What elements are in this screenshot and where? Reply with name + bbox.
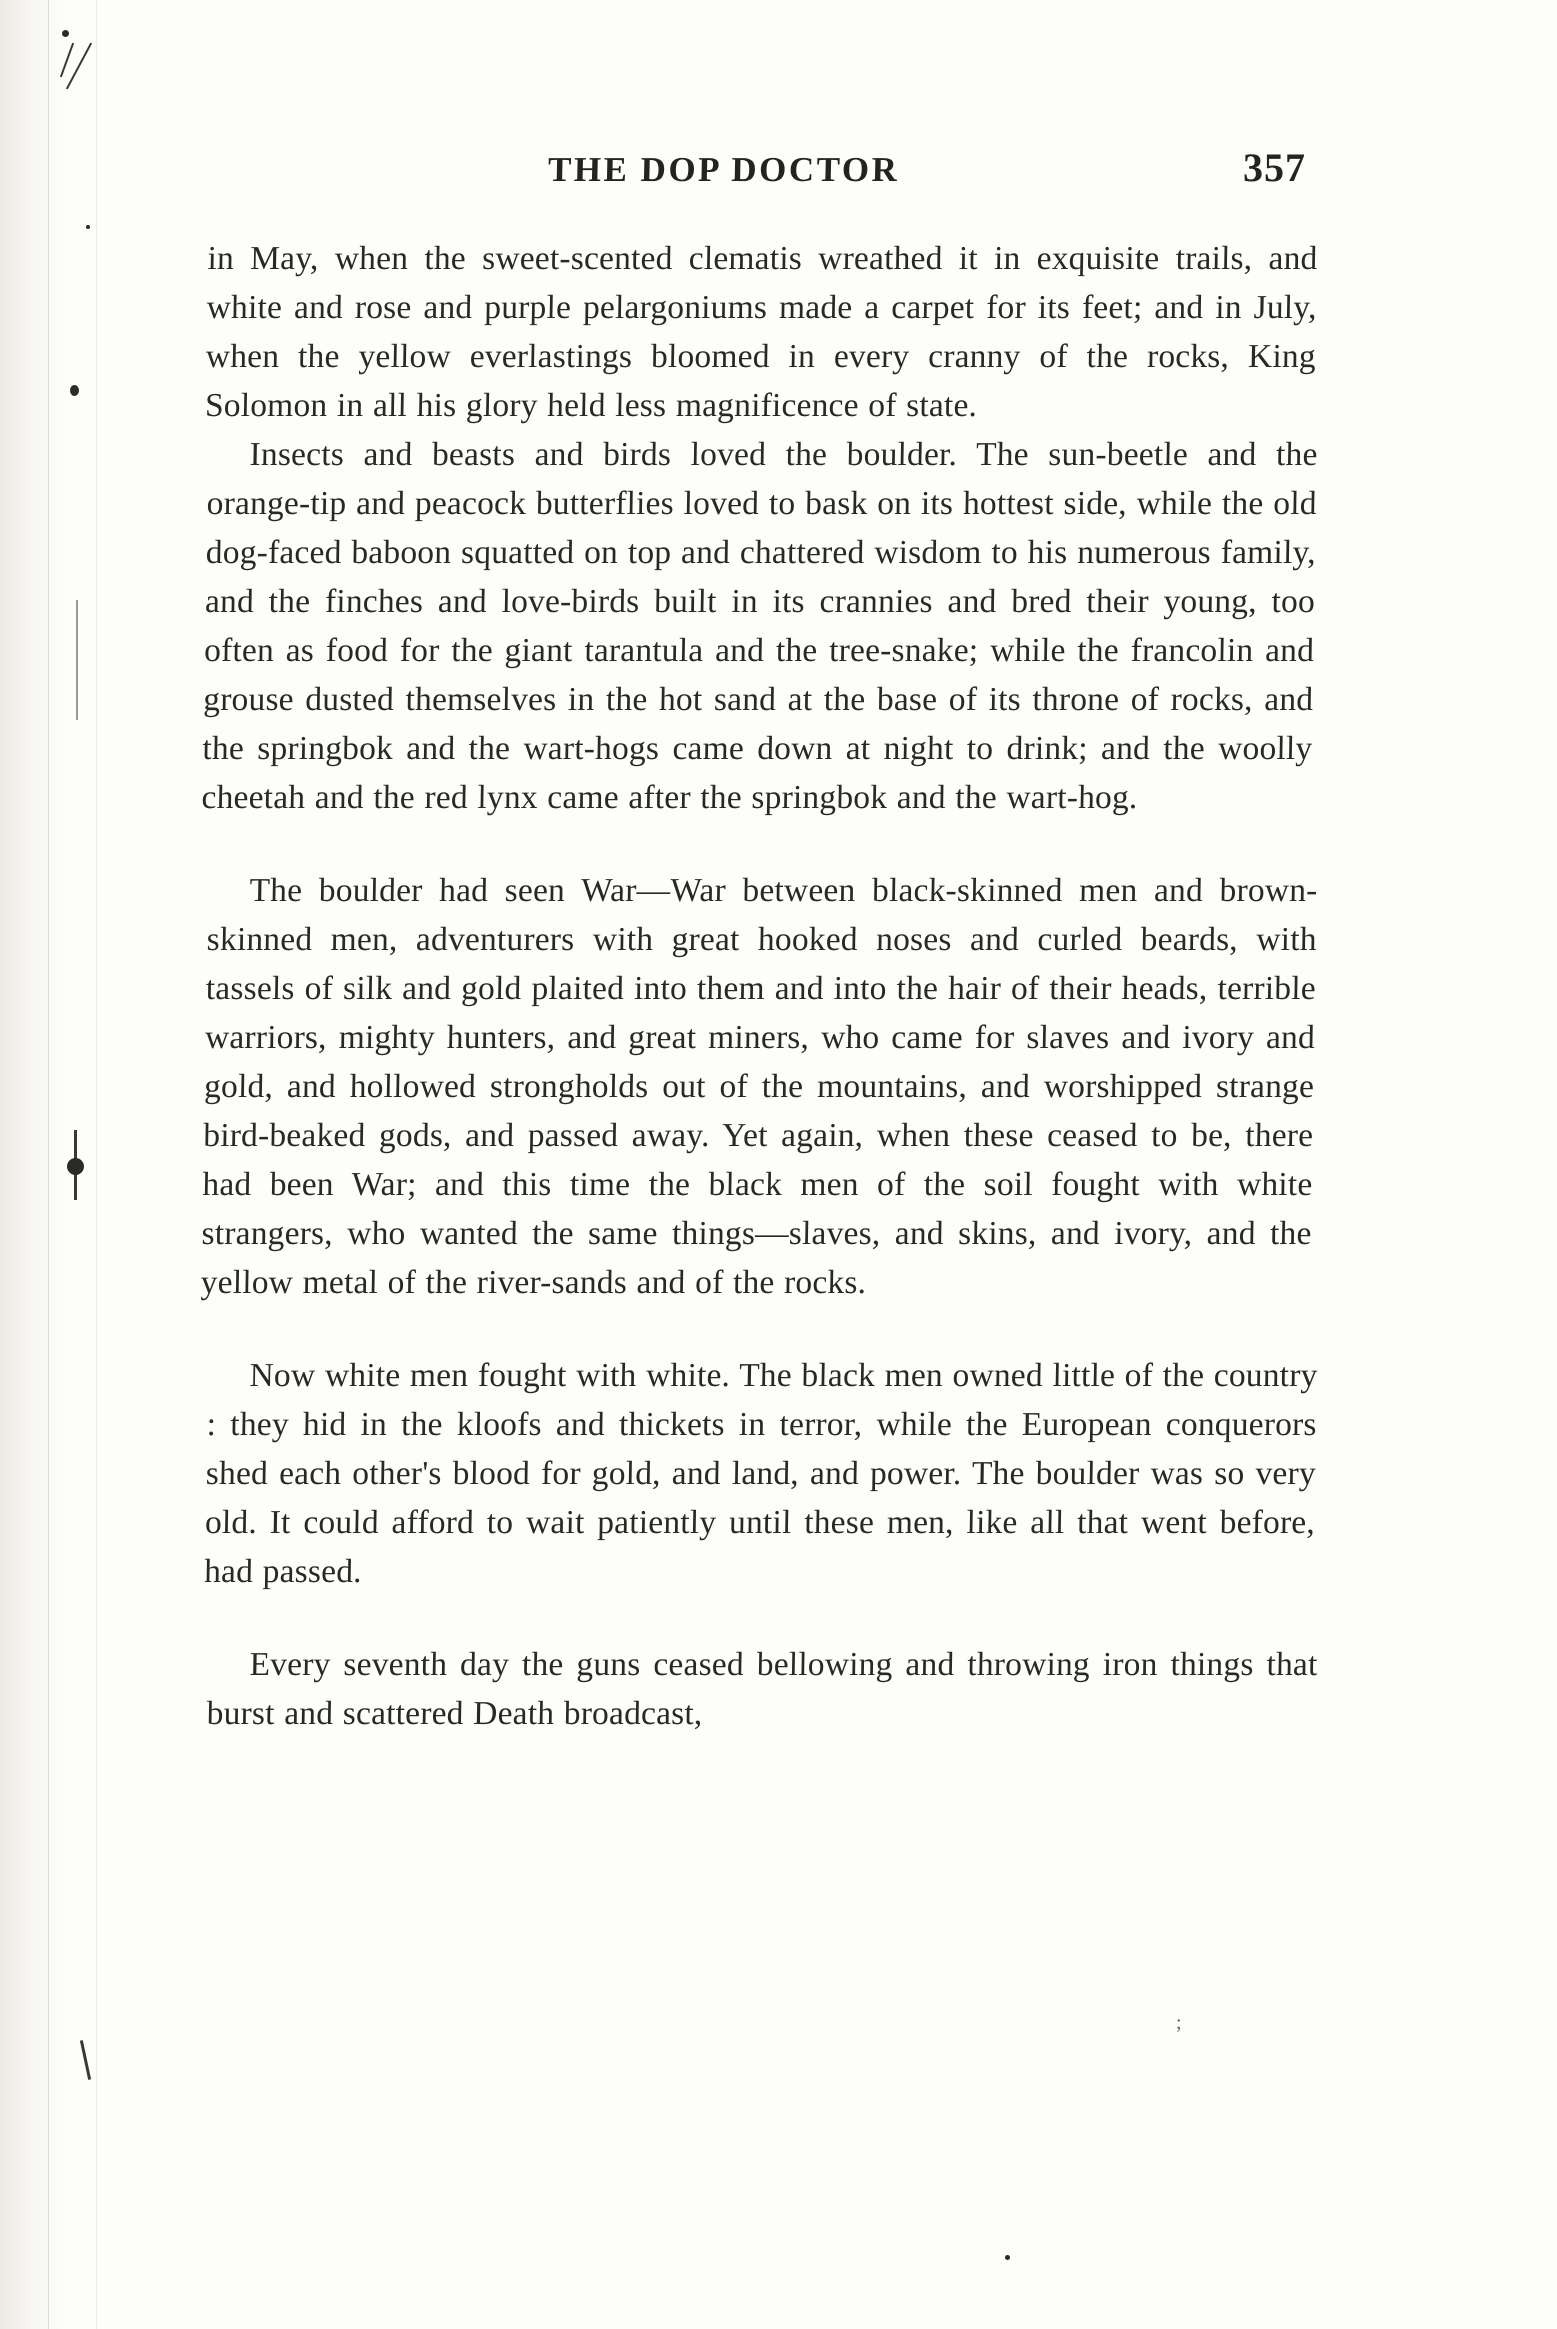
stray-ink-mark: ; [1176, 2012, 1182, 2034]
page-edge-line-secondary [96, 0, 97, 2329]
scan-artifact-dot [1005, 2255, 1010, 2260]
page-edge-line [48, 0, 49, 2329]
page-gutter-shading [0, 0, 70, 2329]
scan-artifact-dot [62, 30, 69, 37]
page-header [208, 145, 1318, 212]
page-number: 357 [1243, 145, 1306, 190]
page-text-column [200, 145, 1318, 2034]
paragraph: Insects and beasts and birds loved the boulder. The sun-beetle and the orange-tip and peacock butterflies loved to bask on its hottest side, while the old dog-faced baboon squatted on top and chattered wisdom to his numerous family, and the finches and love-birds built in its crannies and bred their young, too often as food for the giant tarantula and the tree-snake; while the francolin and grouse dusted themselves in the hot sand at the base of its throne of rocks, and the springbok and the wart-hogs came down at night to drink; and the woolly cheetah and the red lynx came after the springbok and the wart-hog. [201, 436, 1318, 816]
paragraph: in May, when the sweet-scented clematis wreathed it in exquisite trails, and white and rose and purple pelargoniums made a carpet for its feet; and in July, when the yellow everlastings bloomed in every cranny of the rocks, King Solomon in all his glory held less magnificence of state. [204, 240, 1318, 424]
scan-artifact-dot [86, 225, 90, 229]
paragraph: Every seventh day the guns ceased bellowing and throwing iron things that burst and scattered Death broadcast, [206, 1646, 1318, 1732]
scan-artifact-streak [80, 2040, 91, 2080]
scan-artifact-dot [67, 1158, 84, 1175]
scan-artifact-dot [70, 385, 79, 396]
running-head: THE DOP DOCTOR [547, 150, 900, 189]
paragraph: The boulder had seen War—War between black-skinned men and brown-skinned men, adventurers with great hooked noses and curled beards, with tassels of silk and gold plaited into them and into the hair of their heads, terrible warriors, mighty hunters, and great miners, who came for slaves and ivory and gold, and hollowed strongholds out of the mountains, and worshipped strange bird-beaked gods, and passed away. Yet again, when these ceased to be, there had been War; and this time the black men of the soil fought with white strangers, who wanted the same things—slaves, and skins, and ivory, and the yellow metal of the river-sands and of the rocks. [200, 872, 1318, 1301]
scan-artifact-streak [76, 600, 78, 720]
paragraph: Now white men fought with white. The black men owned little of the country : they hid in the kloofs and thickets in terror, while the European conquerors shed each other's blood for gold, and land, and power. The boulder was so very old. It could afford to wait patiently until these men, like all that went before, had passed. [203, 1357, 1318, 1590]
